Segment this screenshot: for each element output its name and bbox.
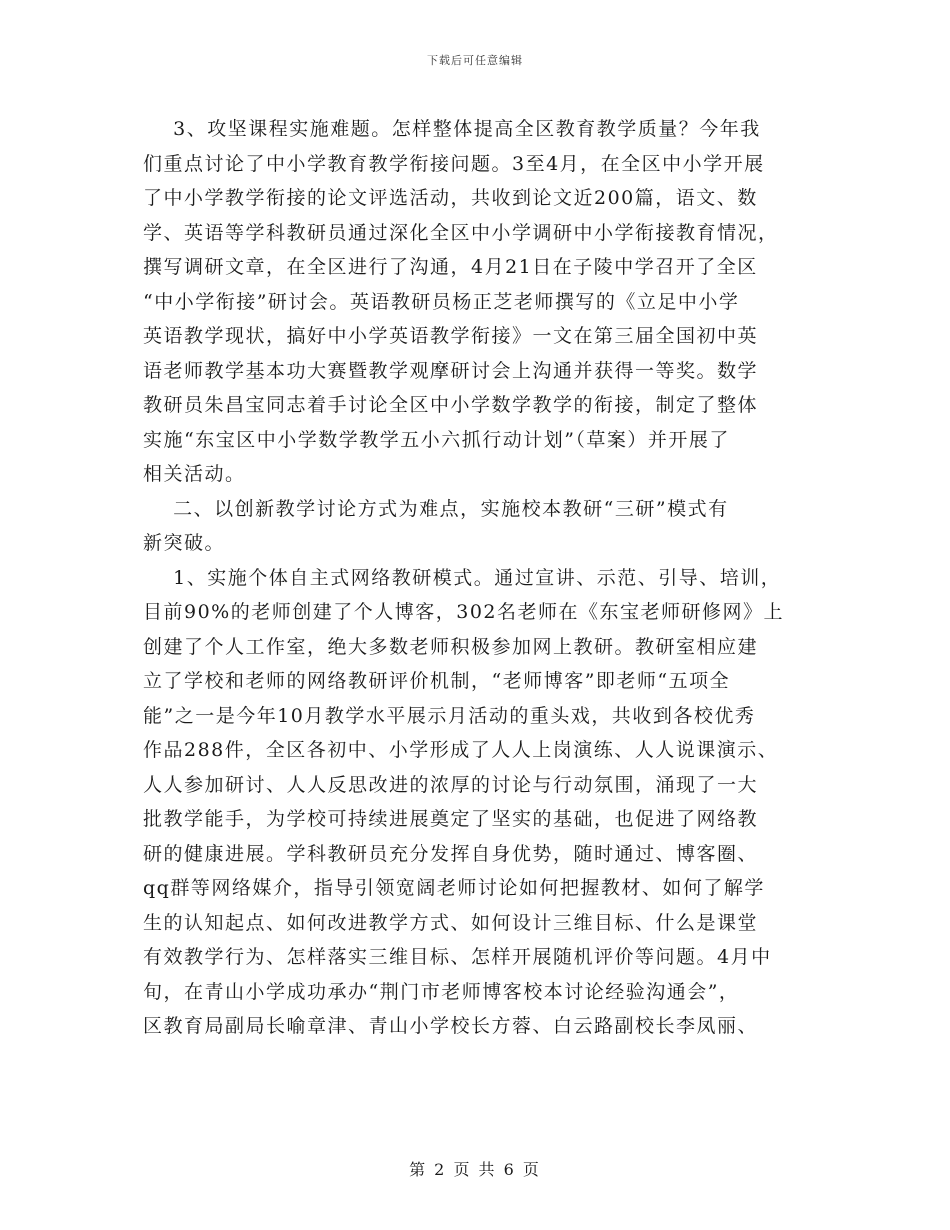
body-line: qq群等网络媒介，指导引领宽阔老师讨论如何把握教材、如何了解学 [143,877,765,899]
body-line: 3、攻坚课程实施难题。怎样整体提高全区教育教学质量？今年我 [143,118,761,140]
body-line: 学、英语等学科教研员通过深化全区中小学调研中小学衔接教育情况， [143,221,779,244]
page-header: 下载后可任意编辑 [427,54,523,67]
body-line: 创建了个人工作室，绝大多数老师积极参加网上教研。教研室相应建 [143,635,759,658]
body-line: 语老师教学基本功大赛暨教学观摩研讨会上沟通并获得一等奖。数学 [143,359,759,382]
body-line: 们重点讨论了中小学教育教学衔接问题。3至4月，在全区中小学开展 [143,152,765,175]
body-line: 新突破。 [143,532,226,554]
page-number: 第 2 页 共 6 页 [409,1160,541,1179]
body-line: 英语教学现状，搞好中小学英语教学衔接》一文在第三届全国初中英 [143,325,759,347]
body-line: 立了学校和老师的网络教研评价机制，“老师博客”即老师“五项全 [143,670,731,692]
body-line: 批教学能手，为学校可持续进展奠定了坚实的基础，也促进了网络教 [143,808,759,830]
body-line: 二、以创新教学讨论方式为难点，实施校本教研“三研”模式有 [143,497,729,520]
document-body [143,112,807,1044]
body-line: 了中小学教学衔接的论文评选活动，共收到论文近200篇，语文、数 [143,187,758,209]
body-line: 相关活动。 [143,463,246,485]
body-line: 教研员朱昌宝同志着手讨论全区中小学数学教学的衔接，制定了整体 [143,394,759,416]
body-line: 有效教学行为、怎样落实三维目标、怎样开展随机评价等问题。4月中 [143,946,772,968]
body-line: 实施“东宝区中小学数学教学五小六抓行动计划”（草案）并开展了 [143,428,730,451]
body-line: 区教育局副局长喻章津、青山小学校长方蓉、白云路副校长李凤丽、 [143,1015,759,1037]
body-line: 生的认知起点、如何改进教学方式、如何设计三维目标、什么是课堂 [143,911,759,934]
body-line: “中小学衔接”研讨会。英语教研员杨正芝老师撰写的《立足中小学 [143,290,740,313]
body-line: 作品288件，全区各初中、小学形成了人人上岗演练、人人说课演示、 [143,739,779,761]
body-line: 人人参加研讨、人人反思改进的浓厚的讨论与行动氛围，涌现了一大 [143,773,759,796]
body-line: 1、实施个体自主式网络教研模式。通过宣讲、示范、引导、培训， [143,566,782,589]
body-line: 撰写调研文章，在全区进行了沟通，4月21日在子陵中学召开了全区 [143,256,758,278]
body-line: 旬，在青山小学成功承办“荆门市老师博客校本讨论经验沟通会”， [143,980,740,1003]
body-line: 能”之一是今年10月教学水平展示月活动的重头戏，共收到各校优秀 [143,704,756,727]
body-line: 目前90%的老师创建了个人博客，302名老师在《东宝老师研修网》上 [143,601,784,623]
body-line: 研的健康进展。学科教研员充分发挥自身优势，随时通过、博客圈、 [143,842,759,865]
